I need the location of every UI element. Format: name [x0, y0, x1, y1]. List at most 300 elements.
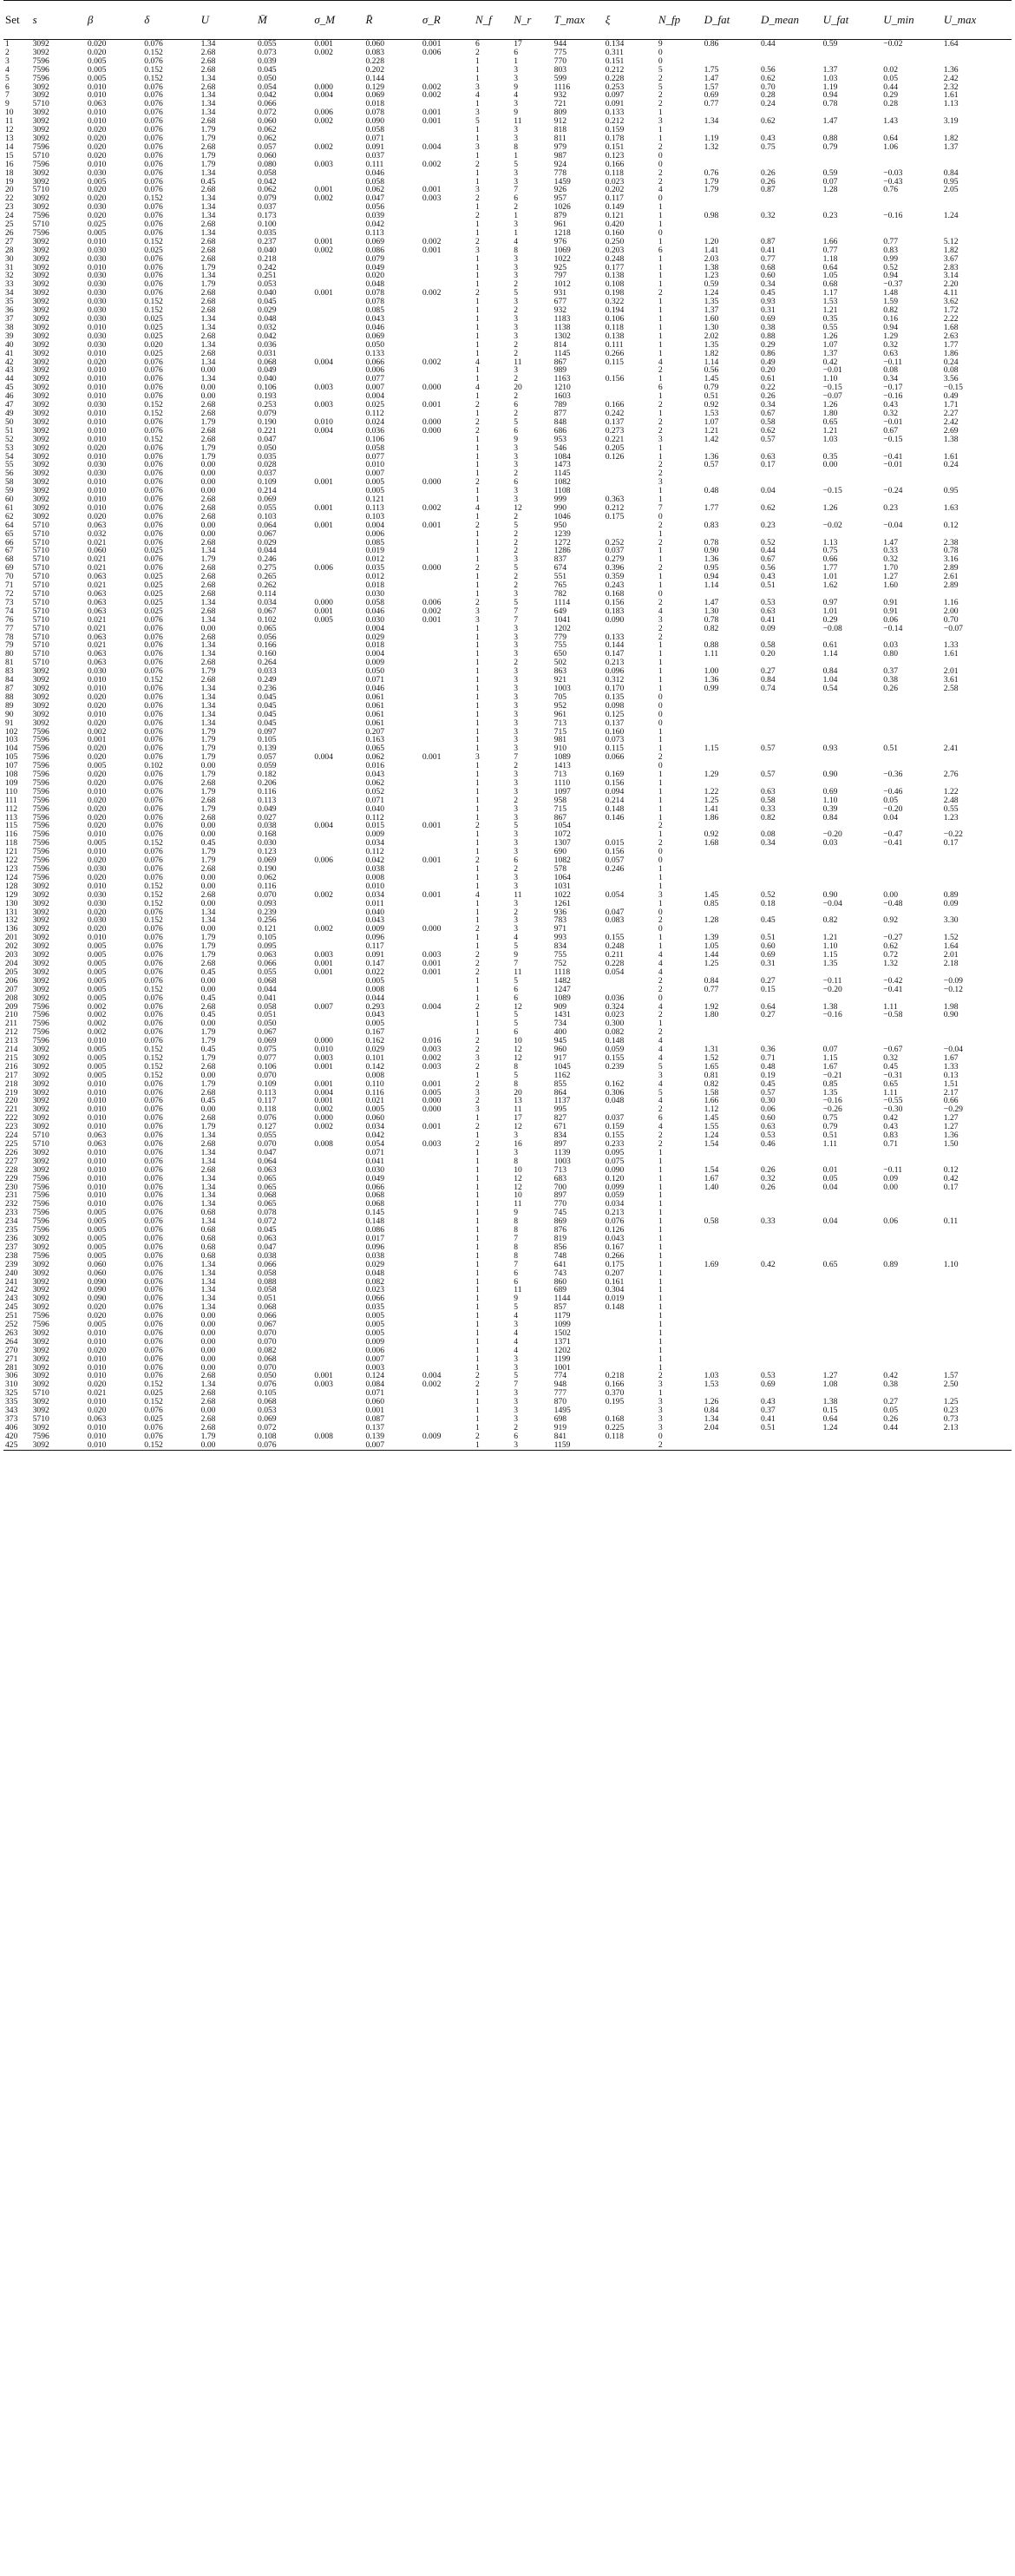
table-cell: 686	[553, 426, 567, 436]
table-cell: 0.27	[760, 976, 776, 986]
table-cell: 0.029	[365, 1260, 385, 1269]
table-cell: 0.079	[258, 194, 277, 204]
table-cell	[881, 1226, 942, 1235]
table-cell: 1	[475, 813, 480, 823]
table-cell	[759, 753, 822, 762]
table-cell: 0.005	[365, 1019, 385, 1029]
table-cell	[822, 1019, 882, 1028]
table-cell: 0.077	[258, 1053, 277, 1063]
table-cell: 3	[514, 701, 519, 711]
table-cell	[421, 324, 474, 332]
table-cell: −0.07	[822, 392, 842, 402]
table-cell: 0.063	[87, 650, 107, 659]
table-row	[3, 40, 1012, 49]
table-cell: 0.058	[258, 1002, 277, 1012]
table-cell: 921	[553, 676, 567, 685]
table-cell: 8	[514, 1157, 519, 1166]
table-cell: 1	[475, 1191, 480, 1201]
table-cell: 2	[658, 598, 663, 607]
table-cell: 1.05	[822, 272, 838, 281]
table-cell: 3	[514, 882, 519, 891]
table-cell: 0.89	[883, 1260, 898, 1269]
table-cell: 1	[475, 1295, 480, 1304]
table-cell: 1031	[553, 882, 571, 891]
table-cell: 2.68	[200, 495, 216, 504]
table-cell: 1.79	[200, 151, 216, 161]
table-cell: 0.152	[144, 1062, 163, 1072]
table-cell	[312, 736, 363, 744]
table-row	[3, 702, 1012, 711]
table-cell: 3.30	[943, 916, 959, 926]
table-cell: 0.71	[883, 1140, 898, 1149]
table-cell	[703, 1389, 759, 1398]
table-cell: 1	[475, 796, 480, 805]
table-cell: 116	[5, 830, 18, 840]
table-cell: 0.58	[704, 1217, 719, 1227]
table-cell: 0.021	[87, 581, 107, 590]
table-cell: 674	[553, 564, 567, 574]
table-cell	[421, 1406, 474, 1415]
table-cell	[822, 994, 882, 1003]
table-cell: 1.79	[704, 177, 719, 187]
table-row	[3, 444, 1012, 453]
table-cell: 2.68	[200, 401, 216, 410]
table-cell: 1.26	[704, 1398, 719, 1407]
table-row	[3, 1372, 1012, 1380]
table-cell: 1	[475, 1234, 480, 1243]
table-cell: 0.032	[87, 529, 107, 539]
table-cell: 1.65	[704, 1062, 719, 1072]
table-cell: 1.27	[943, 1123, 959, 1132]
table-cell: 3	[514, 555, 519, 565]
table-cell: 1045	[553, 1062, 571, 1072]
table-cell: 3092	[32, 246, 49, 255]
table-cell: 3092	[32, 1088, 49, 1098]
table-cell: 0.076	[144, 1123, 163, 1132]
table-cell: 837	[553, 555, 567, 565]
table-row	[3, 1406, 1012, 1415]
table-cell: 0.112	[365, 813, 384, 823]
table-cell	[312, 1217, 363, 1226]
table-row	[3, 341, 1012, 350]
table-cell: 0.076	[144, 220, 163, 229]
table-row	[3, 83, 1012, 92]
table-cell	[421, 685, 474, 693]
table-cell: 0.168	[258, 830, 277, 840]
table-cell: 20	[5, 186, 14, 195]
table-cell: 0.137	[365, 1423, 385, 1432]
table-cell: 1.38	[822, 1398, 838, 1407]
table-cell	[312, 513, 363, 521]
table-cell	[421, 495, 474, 504]
table-cell: 0.010	[87, 392, 107, 402]
table-cell: 1	[658, 830, 663, 840]
table-cell: 0.020	[365, 272, 385, 281]
table-cell: 1	[475, 1028, 480, 1038]
table-cell	[703, 1149, 759, 1157]
table-cell	[703, 1295, 759, 1303]
table-cell	[421, 298, 474, 306]
table-cell: 0.117	[258, 1097, 277, 1106]
table-cell: 0.063	[87, 100, 107, 109]
table-cell: 1	[475, 744, 480, 754]
table-cell: 0.212	[605, 65, 625, 75]
table-cell: 2	[658, 401, 663, 410]
table-cell: 0.84	[822, 813, 838, 823]
table-cell: 0.005	[87, 1251, 107, 1261]
table-cell	[942, 882, 1012, 891]
table-cell: 7596	[32, 856, 49, 865]
table-cell: 3	[514, 452, 519, 462]
table-cell: 0.076	[144, 177, 163, 187]
table-cell: 2.02	[704, 331, 719, 341]
table-cell: 1.33	[943, 1062, 959, 1072]
table-cell: 0.170	[605, 684, 625, 693]
table-cell: 0.033	[258, 667, 277, 677]
table-cell	[421, 306, 474, 315]
table-cell: 1	[475, 633, 480, 642]
table-cell: 0.076	[144, 186, 163, 195]
table-cell: 22	[5, 194, 14, 204]
table-cell: 3	[514, 718, 519, 728]
table-cell: 0.221	[258, 426, 277, 436]
table-cell: 3	[514, 804, 519, 814]
table-cell: 0.32	[883, 1053, 898, 1063]
table-cell: 3	[514, 168, 519, 178]
table-cell: 0.010	[87, 787, 107, 796]
table-cell	[881, 736, 942, 744]
table-cell: 0.006	[314, 856, 333, 865]
table-cell: 1.53	[822, 298, 838, 307]
table-cell	[421, 229, 474, 238]
table-cell	[421, 1072, 474, 1080]
table-cell: 0.63	[883, 349, 898, 358]
table-cell: 2	[658, 916, 663, 926]
table-cell: 1.35	[822, 959, 838, 968]
table-cell: 1	[658, 547, 663, 556]
table-cell: 3092	[32, 925, 49, 934]
table-cell: 1.24	[943, 212, 959, 221]
table-cell: 0.83	[704, 521, 719, 530]
table-cell	[421, 220, 474, 229]
table-cell: 1	[475, 1209, 480, 1218]
table-cell: 1	[475, 916, 480, 926]
table-cell: 0.306	[605, 1088, 625, 1098]
table-cell	[881, 1191, 942, 1200]
table-cell	[881, 57, 942, 66]
table-cell: 1.66	[704, 1097, 719, 1106]
table-cell: 0.79	[822, 1123, 838, 1132]
table-cell	[822, 848, 882, 856]
table-cell	[312, 667, 363, 676]
table-cell: 0.076	[144, 1019, 163, 1029]
table-cell: 1.34	[200, 547, 216, 556]
table-row	[3, 711, 1012, 719]
table-cell: 0.06	[883, 1217, 898, 1227]
table-cell: 3092	[32, 1148, 49, 1157]
table-cell: 0.064	[258, 521, 277, 530]
table-cell: 1	[475, 1011, 480, 1020]
table-cell: 0.137	[605, 718, 625, 728]
table-cell: 0.39	[822, 804, 838, 814]
table-cell	[312, 366, 363, 375]
table-cell: 1.52	[704, 1053, 719, 1063]
table-row	[3, 350, 1012, 358]
table-cell: 210	[5, 1011, 18, 1020]
table-cell: 5	[514, 942, 519, 952]
table-cell	[312, 410, 363, 418]
table-cell: 3092	[32, 263, 49, 272]
table-cell: 7596	[32, 813, 49, 823]
table-cell: 1.66	[822, 237, 838, 246]
table-cell: 10	[514, 1037, 522, 1046]
table-cell: 3	[475, 1088, 480, 1098]
table-cell: 1	[475, 168, 480, 178]
table-cell: 1	[658, 676, 663, 685]
table-cell: 689	[553, 1286, 567, 1295]
table-cell	[942, 152, 1012, 161]
table-cell: 0.002	[422, 289, 442, 298]
table-cell	[881, 753, 942, 762]
table-cell	[822, 1441, 882, 1450]
table-cell: 0.038	[258, 1251, 277, 1261]
table-cell: 0.008	[365, 985, 385, 994]
table-cell: 0.025	[144, 547, 163, 556]
table-cell: 0.115	[605, 744, 624, 754]
table-cell: 3092	[32, 1354, 49, 1364]
table-cell: 0.152	[144, 48, 163, 57]
table-cell: 0.52	[883, 263, 898, 272]
table-cell	[703, 590, 759, 599]
table-cell	[312, 1338, 363, 1347]
table-cell: 0.076	[144, 967, 163, 977]
table-cell: 121	[5, 848, 18, 857]
table-cell: 2	[658, 1372, 663, 1381]
table-cell	[881, 1364, 942, 1373]
table-cell: 0.24	[943, 357, 959, 367]
table-cell: 2	[514, 762, 519, 771]
table-cell: 0.45	[200, 177, 216, 187]
table-cell: 3.61	[943, 676, 959, 685]
table-cell: 0.58	[760, 641, 776, 651]
table-cell: 2	[514, 581, 519, 590]
table-cell: 0.74	[760, 684, 776, 693]
table-cell	[312, 539, 363, 547]
table-cell: 0.076	[144, 1088, 163, 1098]
table-cell: 2.50	[943, 1380, 959, 1390]
table-cell: 0.018	[365, 641, 385, 651]
table-cell	[822, 1286, 882, 1295]
table-cell: 27	[5, 237, 14, 246]
table-cell: 1	[658, 882, 663, 891]
table-cell: 0.18	[760, 899, 776, 908]
table-cell: 1.38	[943, 435, 959, 444]
table-cell: 0.273	[605, 426, 625, 436]
table-cell: 0.112	[365, 848, 384, 857]
table-cell: 1	[475, 1398, 480, 1407]
table-cell: 2	[475, 856, 480, 865]
table-cell: 0.178	[605, 134, 625, 143]
table-cell: 1	[475, 1423, 480, 1432]
table-cell	[822, 753, 882, 762]
table-cell: 1.79	[704, 186, 719, 195]
table-cell	[942, 874, 1012, 882]
table-cell: 0.076	[144, 624, 163, 633]
table-row	[3, 891, 1012, 900]
table-cell: 0.076	[144, 1260, 163, 1269]
table-cell: 1.98	[943, 1002, 959, 1012]
table-cell	[703, 882, 759, 891]
table-cell: 0.030	[87, 289, 107, 298]
table-cell: 0.010	[87, 684, 107, 693]
table-cell: 1.34	[200, 641, 216, 651]
table-cell: 0.253	[605, 82, 625, 92]
table-cell	[942, 1019, 1012, 1028]
table-cell: 0.060	[365, 39, 385, 49]
table-cell: 3092	[32, 331, 49, 341]
table-cell: 0.08	[760, 830, 776, 840]
table-cell: 1.14	[704, 357, 719, 367]
table-cell: 1	[475, 349, 480, 358]
table-cell: 0.94	[883, 323, 898, 332]
table-row	[3, 650, 1012, 659]
table-cell: 0.111	[365, 160, 384, 169]
table-cell: 1.77	[822, 564, 838, 574]
table-cell: −0.01	[883, 461, 903, 470]
table-cell	[421, 1226, 474, 1235]
table-cell: 5	[658, 82, 663, 92]
table-cell: 81	[5, 659, 14, 668]
table-cell: 1	[658, 1303, 663, 1313]
table-row	[3, 1131, 1012, 1140]
table-cell: 1099	[553, 1321, 571, 1329]
table-cell: 3	[514, 331, 519, 341]
table-cell: 1.32	[883, 959, 898, 968]
table-cell: 1108	[553, 487, 571, 496]
table-cell: 0	[658, 762, 663, 771]
table-cell	[421, 134, 474, 143]
table-cell: 0.021	[87, 1389, 107, 1399]
table-cell: 1272	[553, 538, 571, 547]
table-cell: 1	[658, 1286, 663, 1295]
table-row	[3, 169, 1012, 178]
table-cell: 4	[658, 1053, 663, 1063]
table-cell: 335	[5, 1398, 18, 1407]
table-cell	[421, 1166, 474, 1175]
table-cell: 1	[658, 1328, 663, 1338]
table-cell	[822, 874, 882, 882]
table-cell: 2.68	[200, 503, 216, 513]
table-cell: 9	[5, 100, 10, 109]
table-cell: 15	[5, 151, 14, 161]
table-cell: 128	[5, 882, 18, 891]
table-cell: 0.00	[200, 1354, 216, 1364]
table-cell: 0.063	[87, 521, 107, 530]
table-cell: 0.09	[883, 1174, 898, 1183]
table-cell: 3092	[32, 967, 49, 977]
table-cell: 0.162	[365, 1037, 385, 1046]
table-cell: 1.61	[943, 650, 959, 659]
table-cell: 0.78	[704, 615, 719, 625]
table-cell: 7596	[32, 1174, 49, 1183]
table-cell: 1.14	[704, 581, 719, 590]
table-cell: 2.68	[200, 581, 216, 590]
table-cell	[421, 75, 474, 83]
table-cell: −0.31	[883, 1071, 903, 1080]
table-cell: 0.040	[365, 908, 385, 917]
table-cell: 1.15	[704, 744, 719, 754]
table-cell: 0.045	[258, 710, 277, 719]
table-cell: 945	[553, 1037, 567, 1046]
table-cell: 2	[658, 985, 663, 994]
table-cell: 0.068	[365, 1191, 385, 1201]
table-cell: 0.076	[144, 1200, 163, 1209]
table-cell: 671	[553, 1123, 567, 1132]
table-cell	[421, 719, 474, 728]
table-cell: 0.000	[314, 598, 333, 607]
table-cell: 1.14	[822, 650, 838, 659]
table-cell: 0.097	[605, 91, 625, 101]
table-cell: 105	[5, 753, 18, 763]
table-cell: 0.005	[87, 74, 107, 83]
table-cell	[822, 1303, 882, 1312]
table-cell: 6	[475, 39, 480, 49]
table-cell: 0.086	[365, 246, 385, 255]
table-cell: 0.63	[760, 606, 776, 616]
table-cell: 228	[5, 1165, 18, 1175]
table-cell: 0.042	[365, 220, 385, 229]
table-cell	[759, 513, 822, 521]
table-cell: 1.34	[200, 1200, 216, 1209]
table-cell: 1261	[553, 899, 571, 908]
table-cell: 0.076	[144, 383, 163, 393]
column-header: σ_R	[422, 13, 441, 26]
table-row	[3, 968, 1012, 977]
table-cell: 0.60	[760, 1114, 776, 1124]
table-cell: 2.68	[200, 1389, 216, 1399]
table-cell: 1.34	[200, 1217, 216, 1227]
table-cell	[822, 1243, 882, 1252]
table-cell: 0.068	[258, 357, 277, 367]
table-cell: 1022	[553, 254, 571, 264]
table-cell: 0.359	[605, 573, 625, 582]
table-cell: 2	[514, 469, 519, 479]
table-cell: 0.021	[87, 624, 107, 633]
table-cell: 0.05	[883, 1406, 898, 1415]
table-row	[3, 539, 1012, 547]
table-cell: 234	[5, 1217, 18, 1227]
table-row	[3, 1089, 1012, 1098]
table-cell: 221	[5, 1105, 18, 1115]
table-cell: 2	[475, 401, 480, 410]
table-cell: 0.050	[258, 443, 277, 453]
table-cell: 0.19	[760, 1071, 776, 1080]
table-cell	[822, 229, 882, 238]
table-cell: 7596	[32, 74, 49, 83]
table-cell: 3.67	[943, 254, 959, 264]
table-cell: 0.008	[365, 873, 385, 882]
table-cell: 0.243	[605, 581, 625, 590]
table-cell: 1.86	[943, 349, 959, 358]
table-cell: 0.001	[314, 478, 333, 488]
table-cell	[421, 1329, 474, 1338]
table-cell: 2	[475, 426, 480, 436]
table-cell: 1	[475, 865, 480, 874]
table-cell: 0.030	[87, 280, 107, 290]
table-cell	[703, 856, 759, 865]
table-cell: 0.019	[365, 547, 385, 556]
table-cell: 0.64	[822, 263, 838, 272]
